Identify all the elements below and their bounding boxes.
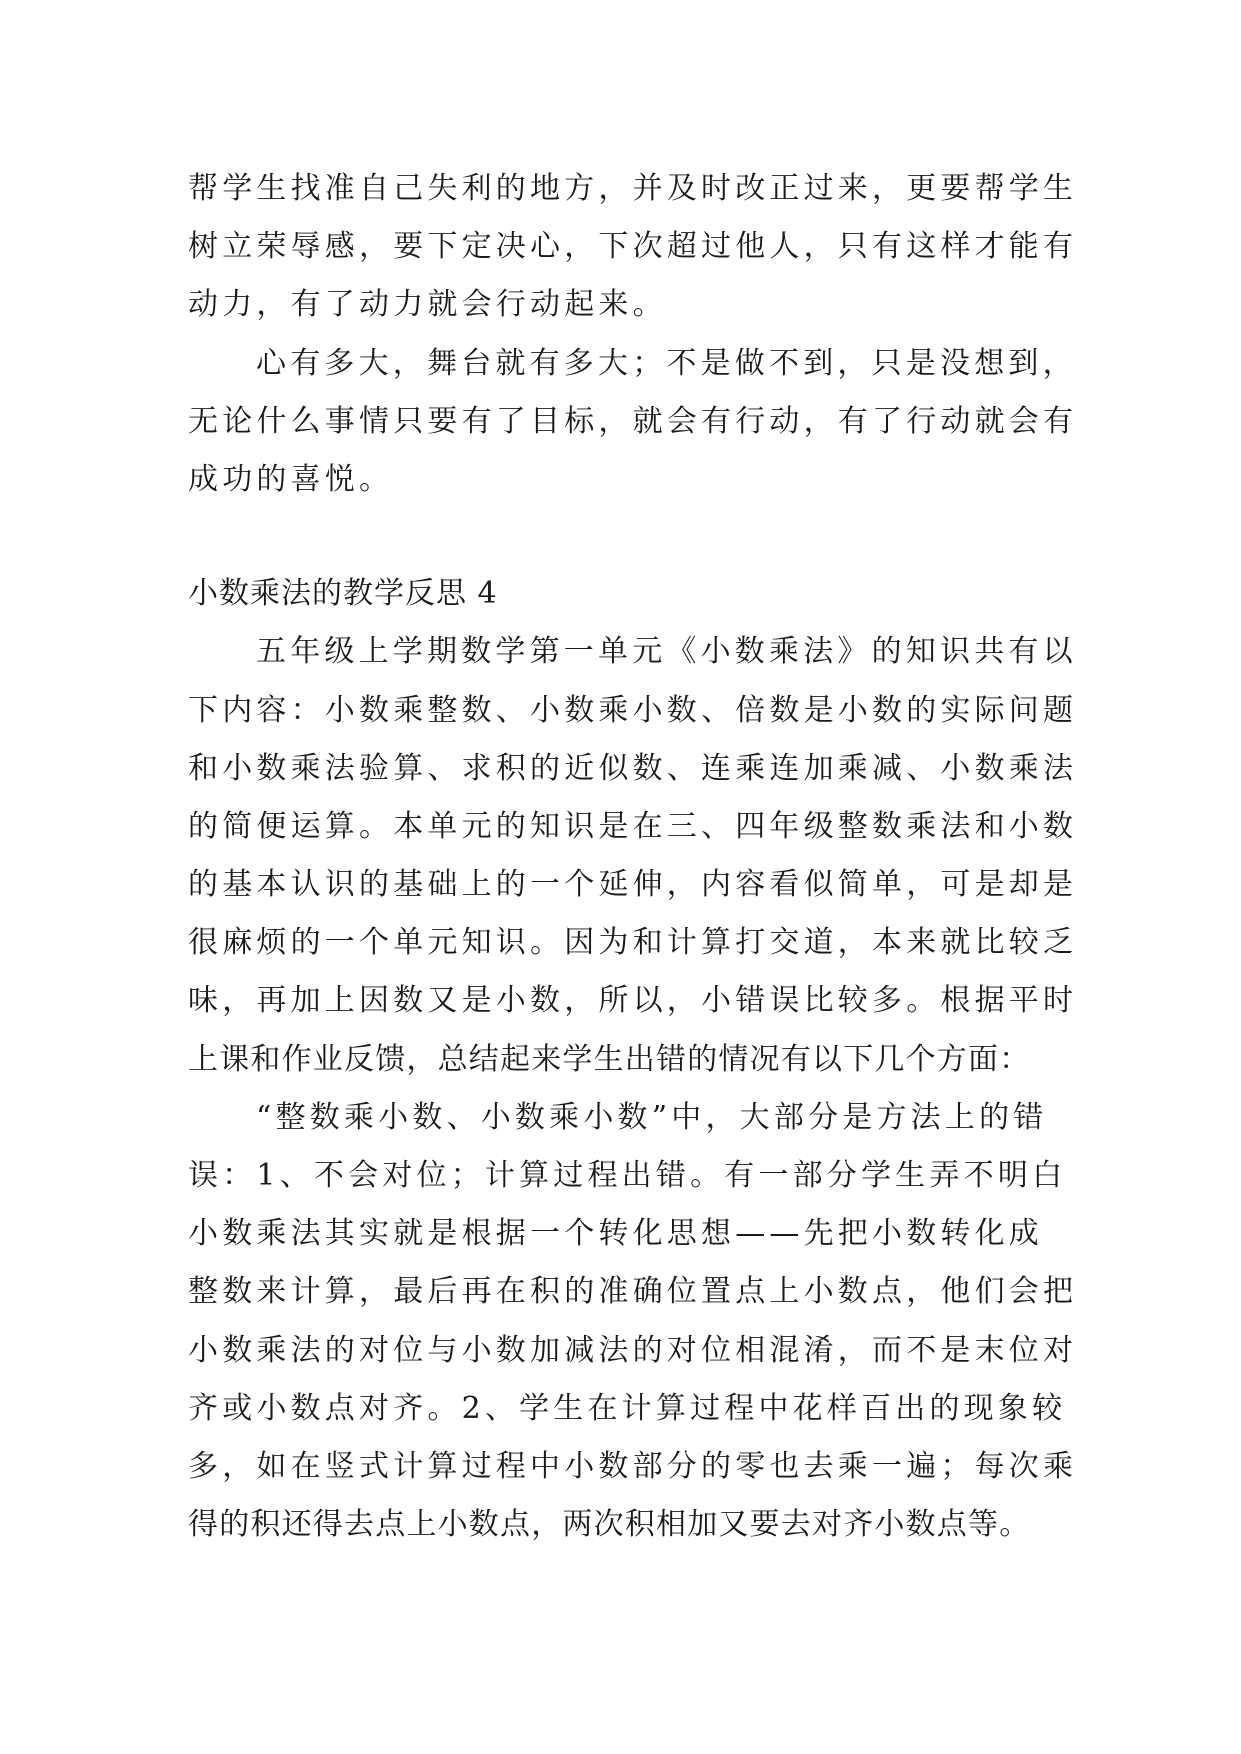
- text-line: 误：1、不会对位；计算过程出错。有一部分学生弄不明白: [188, 1158, 1067, 1193]
- text-line: 很麻烦的一个单元知识。因为和计算打交道，本来就比较乏: [188, 925, 1078, 961]
- text-line: 小数乘法的对位与小数加减法的对位相混淆，而不是末位对: [188, 1332, 1078, 1368]
- text-line: 齐或小数点对齐。2、学生在计算过程中花样百出的现象较: [188, 1390, 1067, 1426]
- text-line: 下内容：小数乘整数、小数乘小数、倍数是小数的实际问题: [188, 692, 1078, 728]
- text-line: 的简便运算。本单元的知识是在三、四年级整数乘法和小数: [188, 808, 1078, 844]
- text-line: 小数乘法其实就是根据一个转化思想——先把小数转化成: [188, 1216, 1043, 1252]
- text-line: 动力，有了动力就会行动起来。: [188, 287, 667, 323]
- text-line: 无论什么事情只要有了目标，就会有行动，有了行动就会有: [188, 403, 1078, 439]
- text-line: 心有多大，舞台就有多大；不是做不到，只是没想到，: [256, 345, 1077, 381]
- text-line: “整数乘小数、小数乘小数”中，大部分是方法上的错: [256, 1099, 1048, 1135]
- paragraph-gap: [188, 509, 1048, 565]
- text-line: 和小数乘法验算、求积的近似数、连乘连加乘减、小数乘法: [188, 750, 1078, 786]
- text-line: 成功的喜悦。: [188, 461, 394, 497]
- text-line: 味，再加上因数又是小数，所以，小错误比较多。根据平时: [188, 983, 1078, 1019]
- paragraph-2: [188, 335, 1078, 510]
- text-line: 多，如在竖式计算过程中小数部分的零也去乘一遍；每次乘: [188, 1448, 1078, 1484]
- paragraph-4: [188, 1089, 1078, 1555]
- paragraph-1: [188, 160, 1078, 335]
- text-line: 的基本认识的基础上的一个延伸，内容看似简单，可是却是: [188, 867, 1078, 903]
- text-line: 整数来计算，最后再在积的准确位置点上小数点，他们会把: [188, 1274, 1078, 1310]
- document-body: [188, 160, 1078, 1554]
- text-line: 树立荣辱感，要下定决心，下次超过他人，只有这样才能有: [188, 229, 1078, 265]
- text-line: 上课和作业反馈，总结起来学生出错的情况有以下几个方面：: [188, 1041, 1031, 1077]
- section-title: 小数乘法的教学反思 4: [188, 576, 498, 612]
- text-line: 得的积还得去点上小数点，两次积相加又要去对齐小数点等。: [188, 1507, 1031, 1543]
- text-line: 帮学生找准自己失利的地方，并及时改正过来，更要帮学生: [188, 171, 1078, 206]
- paragraph-3: [188, 623, 1078, 1089]
- text-line: 五年级上学期数学第一单元《小数乘法》的知识共有以: [256, 634, 1077, 670]
